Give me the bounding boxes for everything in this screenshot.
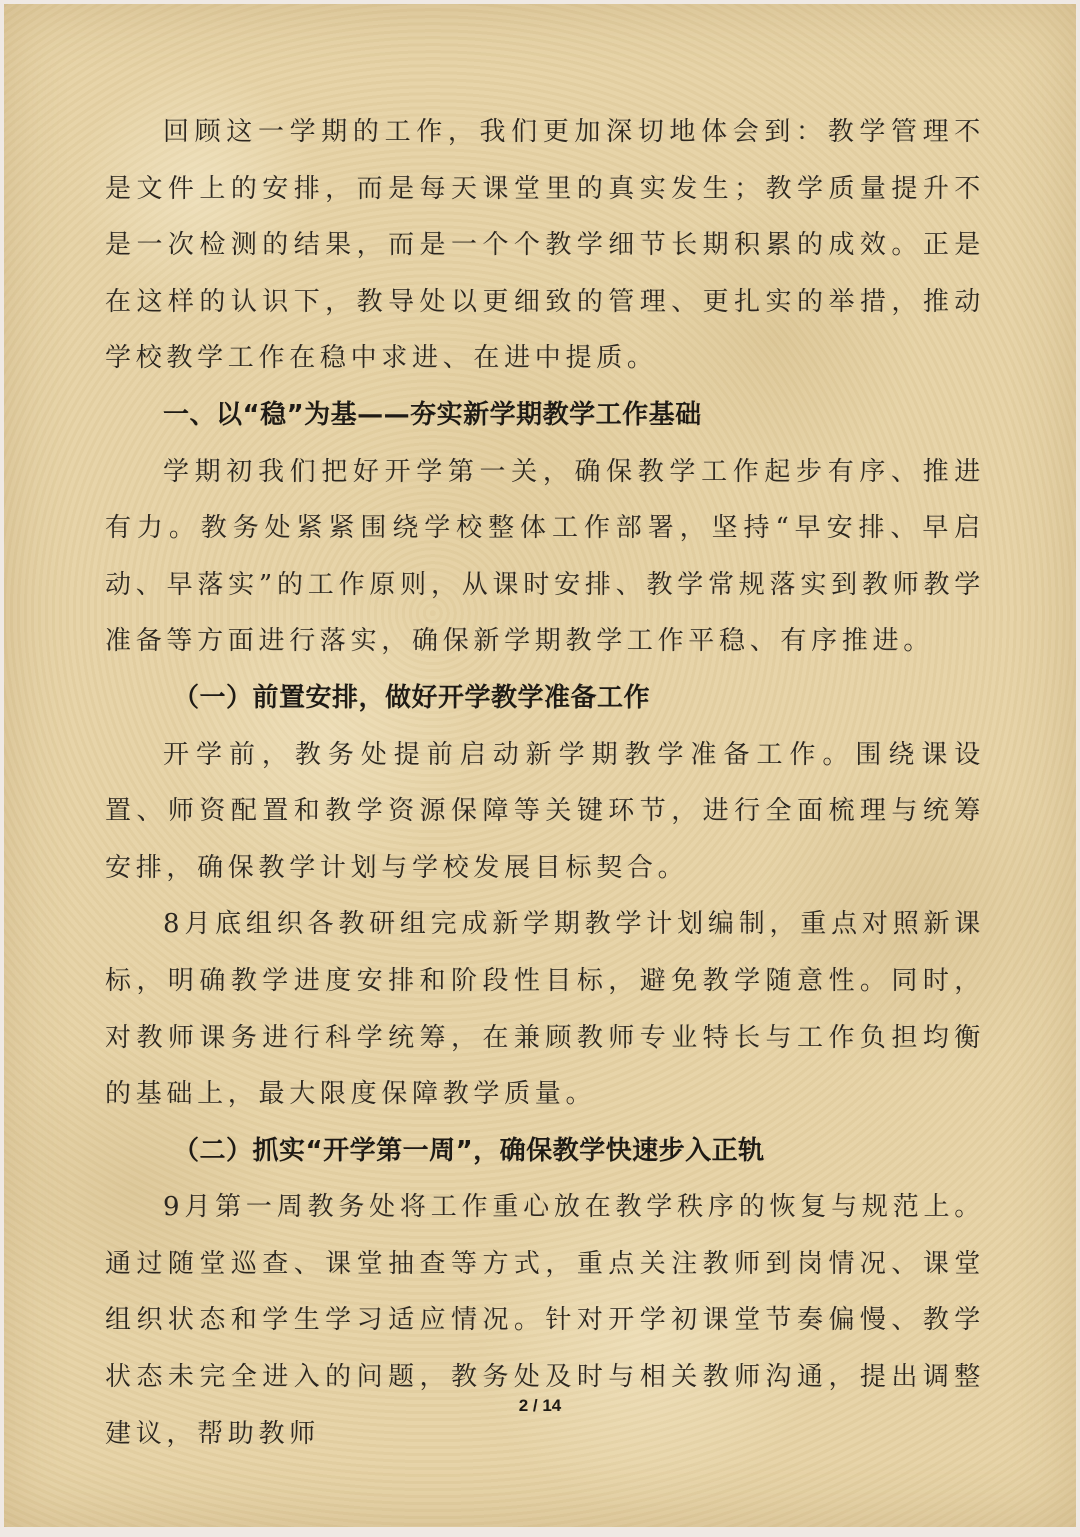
body-paragraph: 学期初我们把好开学第一关，确保教学工作起步有序、推进有力。教务处紧紧围绕学校整体工作部署，坚持“早安排、早启动、早落实”的工作原则，从课时安排、教学常规落实到教师教学准备等方面进行落实，确保新学期教学工作平稳、有序推进。: [105, 456, 985, 657]
body-paragraph: 9月第一周教务处将工作重心放在教学秩序的恢复与规范上。通过随堂巡查、课堂抽查等方式，重点关注教师到岗情况、课堂组织状态和学生学习适应情况。针对开学初课堂节奏偏慢、教学状态未完全进入的问题，教务处及时与相关教师沟通，提出调整建议，帮助教师: [105, 1192, 985, 1449]
document-body: [105, 104, 985, 1462]
document-page: [4, 4, 1076, 1527]
body-paragraph: 8月底组织各教研组完成新学期教学计划编制，重点对照新课标，明确教学进度安排和阶段性目标，避免教学随意性。同时，对教师课务进行科学统筹，在兼顾教师专业特长与工作负担均衡的基础上，最大限度保障教学质量。: [105, 909, 985, 1110]
subsection-heading: （一）前置安排，做好开学教学准备工作: [173, 682, 651, 713]
section-heading: 一、以“稳”为基——夯实新学期教学工作基础: [163, 399, 702, 430]
body-paragraph: 回顾这一学期的工作，我们更加深切地体会到：教学管理不是文件上的安排，而是每天课堂里的真实发生；教学质量提升不是一次检测的结果，而是一个个教学细节长期积累的成效。正是在这样的认识下，教导处以更细致的管理、更扎实的举措，推动学校教学工作在稳中求进、在进中提质。: [105, 117, 985, 374]
page-number: 2 / 14: [518, 1396, 562, 1415]
body-paragraph: 开学前，教务处提前启动新学期教学准备工作。围绕课设置、师资配置和教学资源保障等关键环节，进行全面梳理与统筹安排，确保教学计划与学校发展目标契合。: [105, 739, 985, 883]
subsection-heading: （二）抓实“开学第一周”，确保教学快速步入正轨: [173, 1135, 765, 1166]
